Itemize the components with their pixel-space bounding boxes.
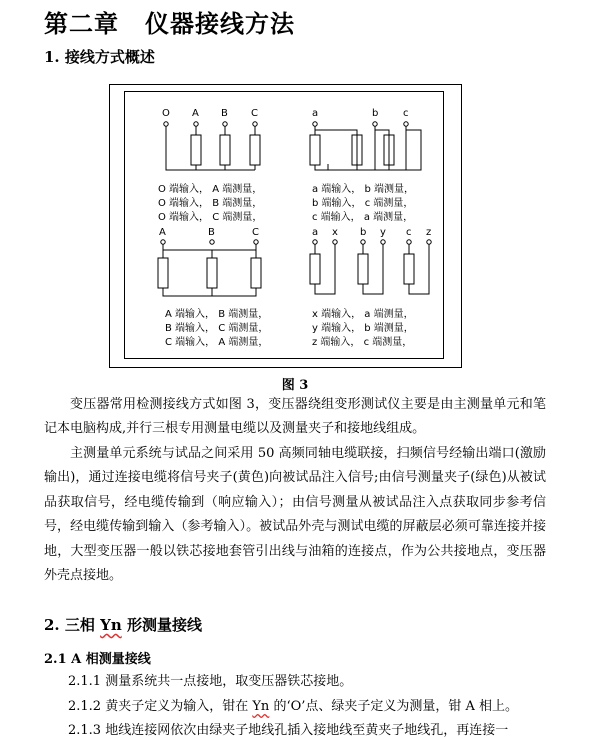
step-2-1-1: [68, 670, 352, 689]
figure-line: b 端输入， c 端测量，: [312, 198, 414, 209]
figure-line: z 端输入， c 端测量，: [312, 337, 413, 348]
figure-line: B 端输入， C 端测量，: [165, 323, 269, 334]
figure-line: a 端输入， b 端测量，: [312, 184, 415, 195]
wiring-figure: [109, 84, 462, 368]
figure-line: x 端输入， a 端测量，: [312, 309, 414, 320]
terminal-b-upper: [210, 240, 214, 244]
section-2-1-title: 2.1 A 相测量接线: [44, 652, 151, 667]
winding-resistor: [251, 258, 261, 288]
figure-line: y 端输入， b 端测量，: [312, 323, 414, 334]
winding-resistor: [220, 135, 230, 165]
terminal-label: C: [251, 108, 258, 119]
terminal-label: x: [332, 227, 338, 238]
winding-resistor: [250, 135, 260, 165]
step-text: 2.1.2 黄夹子定义为输入，钳在: [68, 699, 253, 714]
step-2-1-3: [68, 719, 508, 738]
figure-line: C 端输入， A 端测量，: [165, 337, 269, 348]
step-2-1-2: [68, 695, 518, 714]
section-2-title: [44, 614, 202, 635]
terminal-y: [381, 240, 385, 244]
terminal-label: y: [380, 227, 386, 238]
terminal-c-q4: [407, 240, 411, 244]
winding-resistor: [358, 254, 368, 284]
section-2-suffix: 形测量接线: [121, 616, 202, 634]
terminal-a-upper: [161, 240, 165, 244]
terminal-label: O: [162, 108, 170, 119]
section-2-yn: Yn: [100, 616, 122, 634]
terminal-label: b: [372, 108, 379, 119]
terminal-b: [223, 122, 227, 126]
paragraph-text: 变压器常用检测接线方式如图 3，变压器绕组变形测试仪主要是由主测量单元和笔记本电脑构成,并行三根专用测量电缆以及测量夹子和接地线组成。: [44, 397, 546, 437]
winding-resistor: [207, 258, 217, 288]
step-text: 的‘O’点、绿夹子定义为测量，钳 A 相上。: [269, 699, 519, 714]
terminal-label: z: [426, 227, 432, 238]
terminal-x: [333, 240, 337, 244]
figure-line: O 端输入， C 端测量，: [158, 212, 263, 223]
terminal-b-lower: [373, 122, 377, 126]
step-text: 2.1.1 测量系统共一点接地，取变压器铁芯接地。: [68, 674, 353, 689]
terminal-label: c: [403, 108, 409, 119]
terminal-c-lower: [404, 122, 408, 126]
terminal-a: [194, 122, 198, 126]
section-1-title: 1. 接线方式概述: [44, 48, 155, 66]
paragraph-overview: [44, 393, 546, 442]
terminal-label: c: [406, 227, 412, 238]
terminal-label: A: [159, 227, 166, 238]
figure-line: O 端输入， B 端测量，: [158, 198, 263, 209]
winding-resistor: [310, 135, 320, 165]
chapter-number: 第二章: [44, 9, 119, 38]
step-text: 2.1.3 地线连接网依次由绿夹子地线孔插入接地线至黄夹子地线孔，再连接一: [68, 723, 509, 738]
terminal-z: [427, 240, 431, 244]
terminal-label: B: [208, 227, 215, 238]
terminal-c: [253, 122, 257, 126]
winding-resistor: [310, 254, 320, 284]
terminal-label: A: [192, 108, 199, 119]
terminal-o: [164, 122, 168, 126]
paragraph-text: 主测量单元系统与试品之间采用 50 高频同轴电缆联接，扫频信号经输出端口(激励输出)，通过连接电缆将信号夹子(黄色)向被试品注入信号;由信号测量夹子(绿色)从被试品获取信号，经电缆传输到（响应输入）；由信号测量从被试品注入点获取同步参考信号，经电缆传输到输入（参考输入）。被试品外壳与测试电缆的屏蔽层必须可靠连接并接地，大型变压器一般以铁芯接地套管引出线与油箱的连接点，作为公共接地点，变压器外壳点接地。: [44, 446, 546, 584]
chapter-heading: 仪器接线方法: [145, 9, 295, 38]
wiring-diagram: [125, 92, 443, 358]
terminal-a-q4: [313, 240, 317, 244]
terminal-label: a: [312, 227, 319, 238]
terminal-b-q4: [361, 240, 365, 244]
step-yn: Yn: [252, 699, 270, 714]
figure-line: A 端输入， B 端测量，: [165, 309, 269, 320]
terminal-label: a: [312, 108, 319, 119]
winding-resistor: [158, 258, 168, 288]
figure-line: O 端输入， A 端测量，: [158, 184, 263, 195]
terminal-a-lower: [313, 122, 317, 126]
paragraph-details: [44, 442, 546, 588]
winding-resistor: [191, 135, 201, 165]
section-2-prefix: 2. 三相: [44, 616, 101, 634]
figure-line: c 端输入， a 端测量，: [312, 212, 414, 223]
chapter-title: [44, 4, 295, 39]
figure-caption: 图 3: [281, 378, 309, 393]
terminal-label: C: [252, 227, 259, 238]
winding-resistor: [404, 254, 414, 284]
wiring-figure-inner-frame: [124, 91, 444, 359]
terminal-label: B: [221, 108, 228, 119]
terminal-label: b: [360, 227, 367, 238]
terminal-c-upper: [254, 240, 258, 244]
